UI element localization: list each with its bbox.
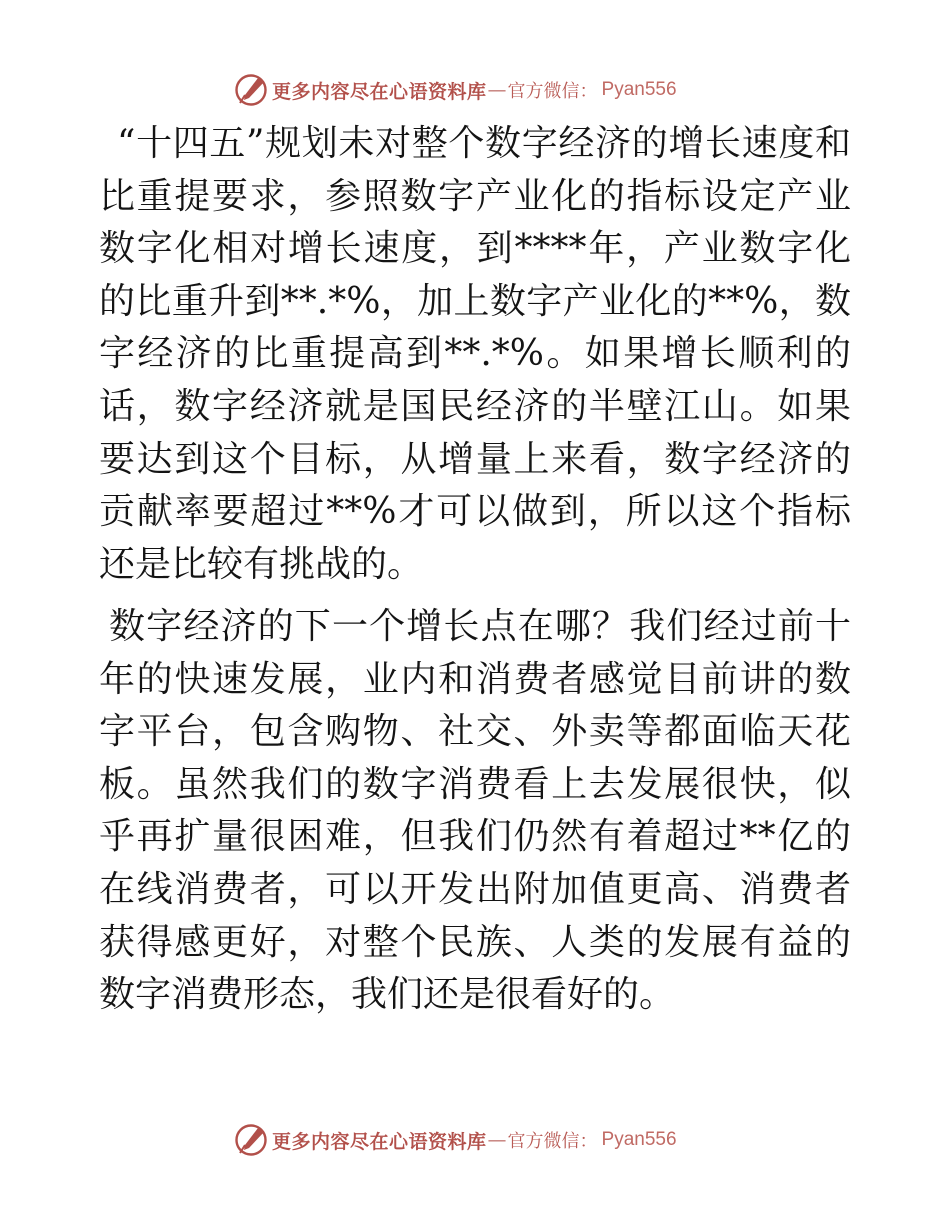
watermark-dash: — xyxy=(487,1129,507,1151)
paragraph-1: “十四五”规划未对整个数字经济的增长速度和比重提要求，参照数字产业化的指标设定产业数字化相对增长速度，到****年，产业数字化的比重升到**.*%，加上数字产业化的**%，数字经济的比重提高到**.*%。如果增长顺利的话，数字经济就是国民经济的半壁江山。如果要达到这个目标，从增量上来看，数字经济的贡献率要超过**%才可以做到，所以这个指标还是比较有挑战的。 xyxy=(99,123,851,585)
watermark-main-text: 更多内容尽在心语资料库 xyxy=(272,1130,487,1153)
watermark-wechat-label: 官方微信： xyxy=(507,81,598,102)
quill-logo-icon xyxy=(234,73,268,107)
watermark-dash: — xyxy=(487,79,507,101)
header-watermark xyxy=(234,72,677,108)
watermark-wechat-id: Pyan556 xyxy=(601,79,677,100)
watermark-wechat-label: 官方微信： xyxy=(507,1131,598,1152)
watermark-wechat-id: Pyan556 xyxy=(601,1129,677,1150)
footer-watermark xyxy=(234,1122,677,1158)
quill-logo-icon xyxy=(234,1123,268,1157)
watermark-main-text: 更多内容尽在心语资料库 xyxy=(272,80,487,103)
paragraph-2: 数字经济的下一个增长点在哪？我们经过前十年的快速发展，业内和消费者感觉目前讲的数字平台，包含购物、社交、外卖等都面临天花板。虽然我们的数字消费看上去发展很快，似乎再扩量很困难，但我们仍然有着超过**亿的在线消费者，可以开发出附加值更高、消费者获得感更好，对整个民族、人类的发展有益的数字消费形态，我们还是很看好的。 xyxy=(99,606,851,1016)
